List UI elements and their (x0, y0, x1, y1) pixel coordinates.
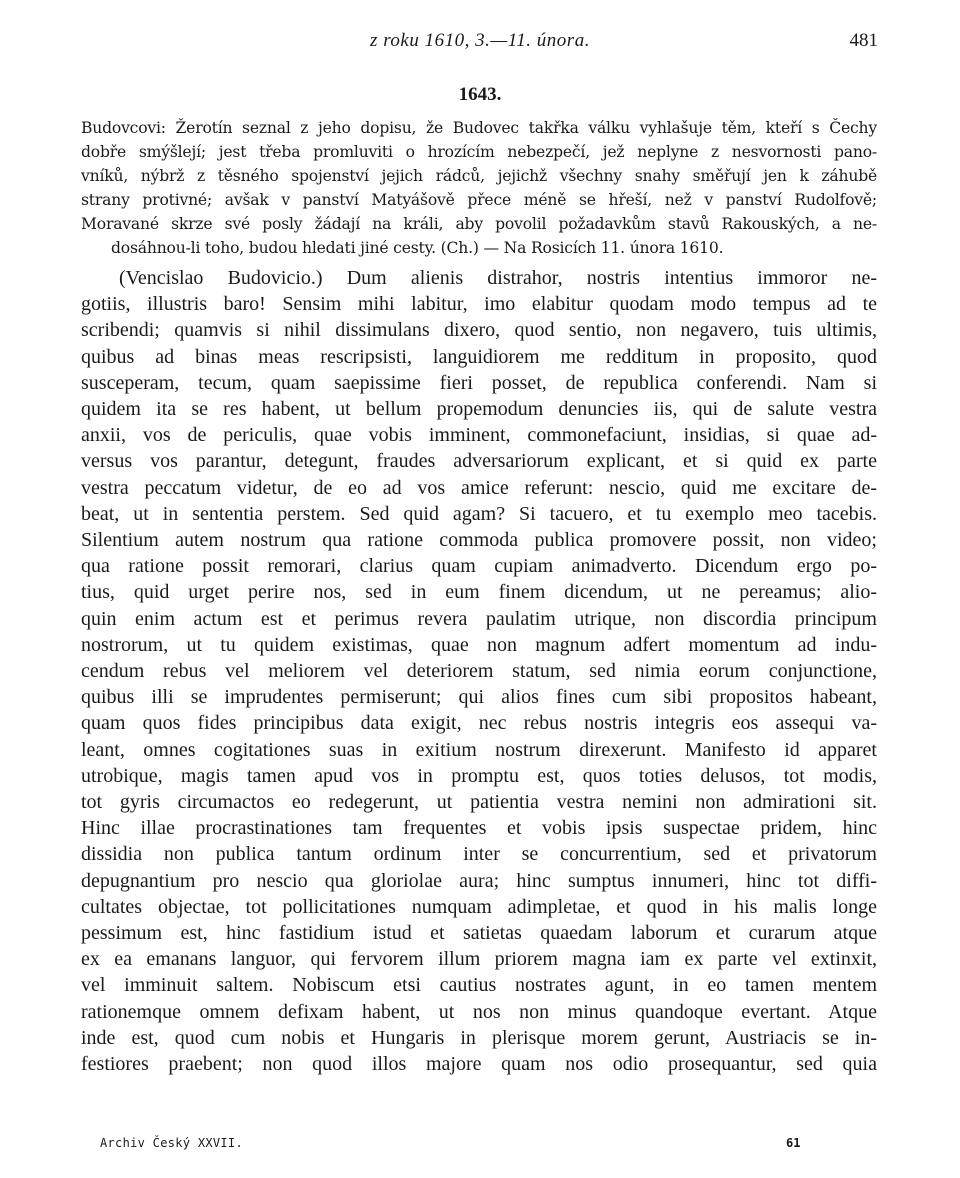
body-line: cultates objectae, tot pollicitationes numquam adimpletae, et quod in his malis longe (81, 895, 877, 918)
footer-series-title: Archiv Český XXVII. (100, 1136, 243, 1150)
body-line: depugnantium pro nescio qua gloriolae aura; hinc sumptus innumeri, hinc tot diffi- (81, 869, 877, 892)
footer-signature-mark: 61 (786, 1136, 801, 1150)
body-line: anxii, vos de periculis, quae vobis imminent, commonefaciunt, insidias, si quae ad- (81, 424, 877, 447)
running-header-title: z roku 1610, 3.—11. února. (370, 30, 590, 51)
body-line: quidem ita se res habent, ut bellum propemodum denuncies iis, qui de salute vestra (81, 398, 877, 421)
body-line: tot gyris circumactos eo redegerunt, ut patientia vestra nemini non admirationi sit. (81, 791, 877, 814)
body-line: vel imminuit saltem. Nobiscum etsi cautius nostrates agunt, in eo tamen mentem (81, 974, 877, 997)
body-line: pessimum est, hinc fastidium istud et satietas quaedam laborum et curarum atque (81, 922, 877, 945)
body-line: susceperam, tecum, quam saepissime fieri posset, de republica conferendi. Nam si (81, 371, 877, 394)
body-line: utrobique, magis tamen apud vos in promptu est, quos toties delusos, tot modis, (81, 764, 877, 787)
document-number: 1643. (458, 84, 502, 105)
body-line: quam quos fides principibus data exigit, nec rebus nostris integris eos assequi va- (81, 712, 877, 735)
body-line: (Vencislao Budovicio.) Dum alienis distrahor, nostris intentius immoror ne- (119, 267, 877, 289)
body-line: quibus ad binas meas rescripsisti, languidiorem me redditum in proposito, quod (81, 345, 877, 368)
body-line: leant, omnes cogitationes suas in exitium nostrum direxerunt. Manifesto id apparet (81, 738, 877, 761)
body-line: cendum rebus vel meliorem vel deteriorem statum, sed nimia eorum conjunctione, (81, 660, 877, 683)
page-number: 481 (849, 30, 878, 51)
body-line: ex ea emanans languor, qui fervorem illum priorem magna iam ex parte vel extinxit, (81, 948, 877, 971)
body-line: quin enim actum est et perimus revera paulatim utrique, non discordia principum (81, 607, 877, 630)
body-line: quibus illi se imprudentes permiserunt; qui alios fines cum sibi propositos habeant, (81, 686, 877, 709)
body-line: Silentium autem nostrum qua ratione commoda publica promovere possit, non video; (81, 529, 877, 552)
czech-summary (81, 116, 877, 260)
body-line: inde est, quod cum nobis et Hungaris in plerisque morem gerunt, Austriacis se in- (81, 1026, 877, 1049)
summary-line: Moravané skrze své posly žádají na králi, aby povolil požadavkům stavů Rakouských, a ne- (81, 215, 877, 233)
body-line: beat, ut in sententia perstem. Sed quid agam? Si tacuero, et tu exemplo meo tacebis. (81, 502, 877, 525)
body-line: dissidia non publica tantum ordinum inter se concurrentium, sed et privatorum (81, 843, 877, 866)
body-line: Hinc illae procrastinationes tam frequentes et vobis ipsis suspectae pridem, hinc (81, 817, 877, 840)
body-line: qua ratione possit remorari, clarius quam cupiam animadverto. Dicendum ergo po- (81, 555, 877, 578)
summary-line: vníků, nýbrž z těsného spojenství jejich rádců, jejichž všechny snahy směřují jen k záhubě (81, 167, 877, 185)
body-line: scribendi; quamvis si nihil dissimulans dixero, quod sentio, non negavero, tuis ultimis, (81, 319, 877, 342)
summary-line: Budovcovi: Žerotín seznal z jeho dopisu, že Budovec takřka válku vyhlašuje těm, kteří s Čechy (81, 119, 877, 137)
summary-line: dosáhnou-li toho, budou hledati jiné cesty. (Ch.) — Na Rosicích 11. února 1610. (111, 239, 724, 257)
summary-line: dobře smýšlejí; jest třeba promluviti o hrozícím nebezpečí, jež neplyne z nesvornosti pano- (81, 143, 877, 161)
summary-line: strany protivné; avšak v panství Matyášově přece méně se hřeší, než v panství Rudolfově; (81, 191, 877, 209)
body-line: tius, quid urget perire nos, sed in eum finem dicendum, ut ne pereamus; alio- (81, 581, 877, 604)
body-line: festiores praebent; non quod illos majore quam nos odio prosequantur, sed quia (81, 1053, 877, 1076)
body-line: vestra peccatum videtur, de eo ad vos amice referunt: nescio, quid me excitare de- (81, 476, 877, 499)
latin-letter-body (81, 265, 877, 1077)
body-line: rationemque omnem defixam habent, ut nos non minus quandoque evertant. Atque (81, 1000, 877, 1023)
body-line: nostrorum, ut tu quidem existimas, quae non magnum adfert momentum ad indu- (81, 633, 877, 656)
body-line: gotiis, illustris baro! Sensim mihi labitur, imo elabitur quodam modo tempus ad te (81, 293, 877, 316)
body-line: versus vos parantur, detegunt, fraudes adversariorum explicant, et si quid ex parte (81, 450, 877, 473)
